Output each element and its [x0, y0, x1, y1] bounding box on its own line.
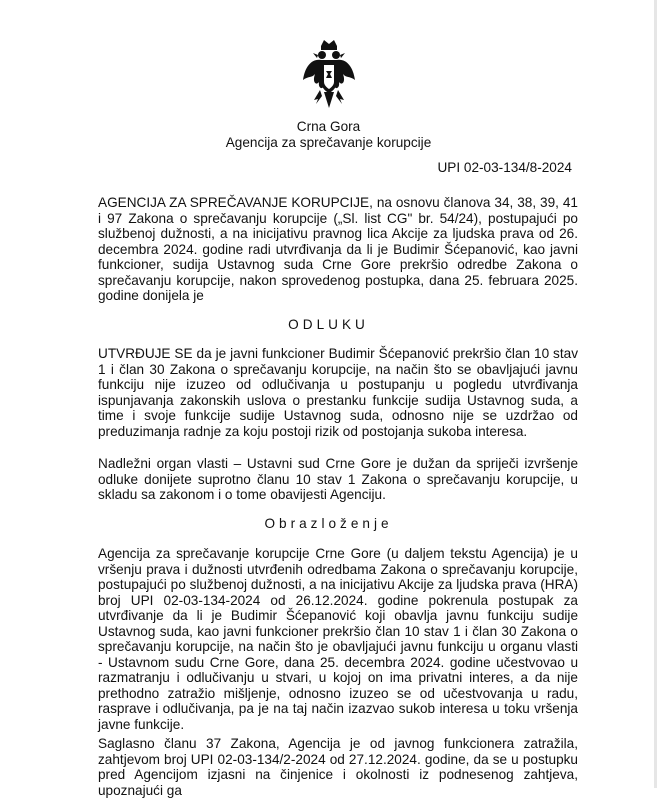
order-paragraph: Nadležni organ vlasti – Ustavni sud Crne Gore je dužan da spriječi izvršenje odluke donijete suprotno članu 10 stav 1 Zakona o sprečavanju korupcije, u skladu sa zakonom i o tome obavijesti Agenciju. — [98, 456, 578, 503]
country-name: Crna Gora — [296, 119, 361, 134]
reasoning-paragraph-2: Saglasno članu 37 Zakona, Agencija je od javnog funkcionera zatražila, zahtjevom broj UPI 02-03-134/2-2024 od 27.12.2024. godine, da se u postupku pred Agencijom izjasni na činjenice i okolnosti iz podnesenog zahtjeva, upoznajući ga — [98, 736, 578, 798]
finding-lead: UTVRĐUJE SE — [98, 346, 193, 361]
intro-text: , na osnovu članova 34, 38, 39, 41 i 97 Zakona o sprečavanju korupcije („Sl. list CG" br. 54/24), postupajući po službenoj dužnosti, a na inicijativu pravnog lica Akcije za ljudska prava od 26. decembra 2024. godine radi utvrđivanja da li je Budimir Šćepanović, kao javni funkcioner, sudija Ustavnog suda Crne Gore prekršio odredbe Zakona o sprečavanju korupcije, nakon sprovedenog postupka, dana 25. februara 2025. godine donijela je — [98, 195, 578, 304]
coat-of-arms-emblem — [302, 38, 356, 114]
intro-paragraph — [98, 195, 578, 304]
decision-heading: ODLUKU — [288, 317, 369, 332]
reasoning-heading: Obrazloženje — [264, 516, 393, 531]
agency-name: Agencija za sprečavanje korupcije — [225, 135, 432, 150]
reference-number: UPI 02-03-134/8-2024 — [437, 160, 572, 175]
finding-text: da je javni funkcioner Budimir Šćepanović prekršio član 10 stav 1 i član 30 Zakona o sprečavanju korupcije, na način što se obavljajući javnu funkciju nije izuzeo od odlučivanja u postupanju u pogledu utvrđivanja ispunjavanja zakonskih uslova o prestanku funkcije sudija Ustavnog suda, a time i svoje funkcije sudije Ustavnog suda, odnosno nije se uzdržao od preduzimanja radnje za koju postoji rizik od postojanja sukoba interesa. — [98, 346, 578, 439]
reasoning-paragraph-1: Agencija za sprečavanje korupcije Crne Gore (u daljem tekstu Agencija) je u vršenju prava i dužnosti utvrđenih odredbama Zakona o sprečavanju korupcije, postupajući po službenoj dužnosti, a na inicijativu Akcije za ljudska prava (HRA) broj UPI 02-03-134-2024 od 26.12.2024. godine pokrenula postupak za utvrđivanje da li je Budimir Šćepanović koji obavlja javnu funkciju sudije Ustavnog suda, kao javni funkcioner prekršio član 10 stav 1 i član 30 Zakona o sprečavanju korupcije, na način što je obavljajući javnu funkciju u organu vlasti - Ustavnom sudu Crne Gore, dana 25. decembra 2024. godine učestvovao u razmatranju i odlučivanju u stvari, u kojoj on ima privatni interes, a da nije prethodno zatražio mišljenje, odnosno izuzeo se od učestvovanja u radu, rasprave i odlučivanja, pa je na taj način izazvao sukob interesa u toku vršenja javne funkcije. — [98, 546, 578, 733]
finding-paragraph — [98, 346, 578, 439]
intro-lead: AGENCIJA ZA SPREČAVANJE KORUPCIJE — [98, 195, 370, 210]
